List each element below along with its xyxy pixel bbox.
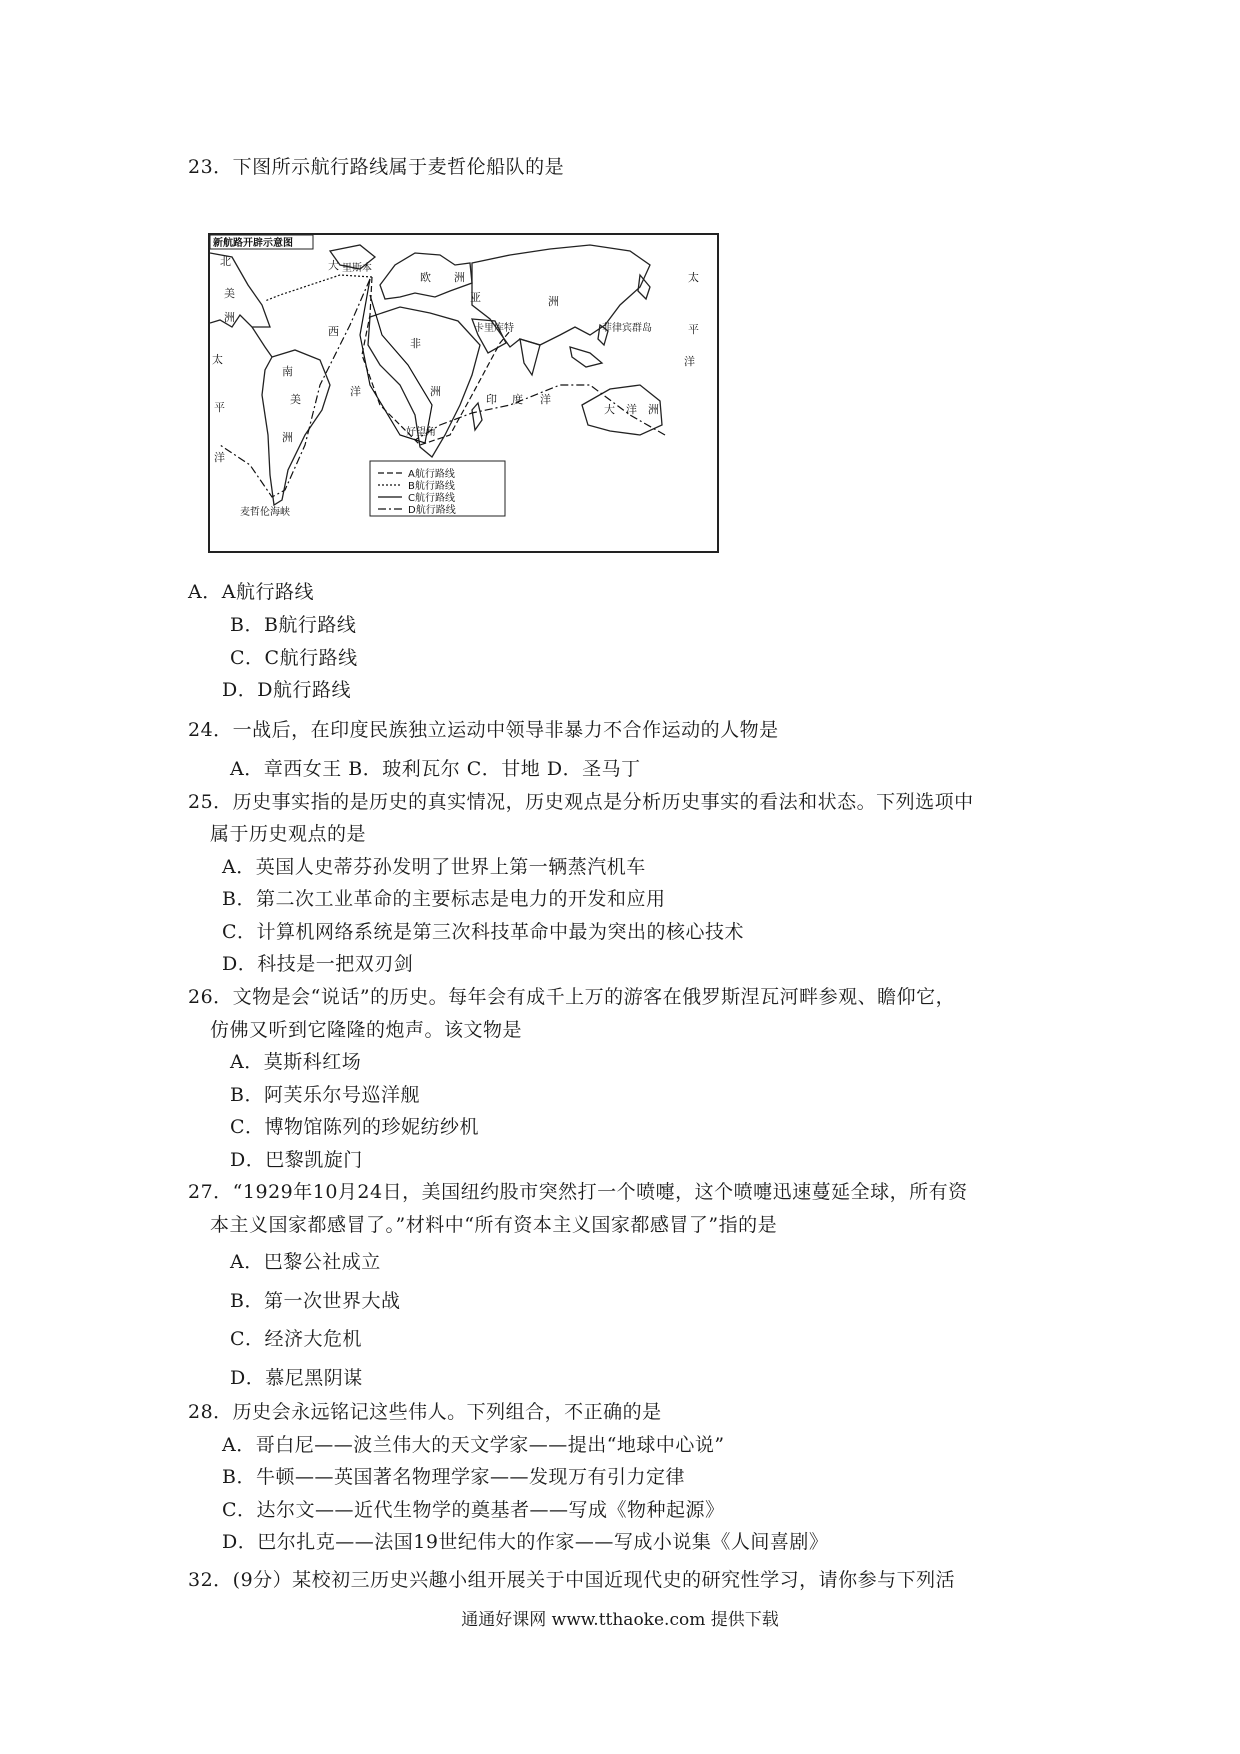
route-a <box>362 277 510 445</box>
label-cape: 好望角 <box>406 427 436 438</box>
legend-a: A航行路线 <box>408 469 455 480</box>
label-zhou-oc: 洲 <box>648 403 659 416</box>
q28-option-a: A．哥白尼——波兰伟大的天文学家——提出“地球中心说” <box>222 1434 725 1456</box>
route-c <box>360 279 432 443</box>
q26-option-a: A．莫斯科红场 <box>230 1051 362 1073</box>
legend-c: C航行路线 <box>408 493 455 504</box>
label-yang-e: 洋 <box>684 355 695 368</box>
q27-option-b: B．第一次世界大战 <box>230 1290 401 1312</box>
q27-stem-line1: 27．“1929年10月24日，美国纽约股市突然打一个喷嚏，这个喷嚏迅速蔓延全球，所有资 <box>188 1181 968 1203</box>
q23-option-c: C．C航行路线 <box>230 647 358 669</box>
label-magellan-strait: 麦哲伦海峡 <box>240 507 290 518</box>
q26-option-b: B．阿芙乐尔号巡洋舰 <box>230 1084 420 1106</box>
label-yang-in: 洋 <box>540 393 551 406</box>
label-yin: 印 <box>486 393 497 406</box>
q26-option-d: D．巴黎凯旋门 <box>230 1149 363 1171</box>
label-yang-atl: 洋 <box>350 385 361 398</box>
q24-options: A．章西女王 B．玻利瓦尔 C．甘地 D．圣马丁 <box>230 758 641 780</box>
label-zhou-s: 洲 <box>282 431 293 444</box>
q25-option-c: C．计算机网络系统是第三次科技革命中最为突出的核心技术 <box>222 921 745 943</box>
q27-option-a: A．巴黎公社成立 <box>230 1251 381 1273</box>
label-ya: 亚 <box>470 291 481 304</box>
label-tai-e: 太 <box>688 271 699 284</box>
map-title: 新航路开辟示意图 <box>213 238 293 249</box>
q26-stem-line2: 仿佛又听到它隆隆的炮声。该文物是 <box>210 1019 523 1041</box>
legend-b: B航行路线 <box>408 481 455 492</box>
q28-option-d: D．巴尔扎克——法国19世纪伟大的作家——写成小说集《人间喜剧》 <box>222 1531 829 1553</box>
q32-stem: 32．(9分）某校初三历史兴趣小组开展关于中国近现代史的研究性学习，请你参与下列活 <box>188 1569 956 1591</box>
q28-stem: 28．历史会永远铭记这些伟人。下列组合，不正确的是 <box>188 1401 662 1423</box>
label-da: 大 <box>328 259 339 272</box>
q25-option-b: B．第二次工业革命的主要标志是电力的开发和应用 <box>222 888 666 910</box>
map-svg <box>210 235 717 551</box>
label-zhou-as: 洲 <box>548 295 559 308</box>
q25-option-a: A．英国人史蒂芬孙发明了世界上第一辆蒸汽机车 <box>222 856 646 878</box>
legend <box>370 461 505 516</box>
q24-stem: 24．一战后，在印度民族独立运动中领导非暴力不合作运动的人物是 <box>188 719 779 741</box>
label-xi: 西 <box>328 325 339 338</box>
label-zhou-af: 洲 <box>430 385 441 398</box>
new-sea-routes-map <box>208 233 719 553</box>
label-yang-w: 洋 <box>214 451 225 464</box>
q25-option-d: D．科技是一把双刃剑 <box>222 953 414 975</box>
q23-stem: 23．下图所示航行路线属于麦哲伦船队的是 <box>188 156 565 178</box>
q23-option-a: A．A航行路线 <box>188 581 314 603</box>
q23-option-d: D．D航行路线 <box>222 679 351 701</box>
q26-option-c: C．博物馆陈列的珍妮纺纱机 <box>230 1116 480 1138</box>
q25-stem-line1: 25．历史事实指的是历史的真实情况，历史观点是分析历史事实的看法和状态。下列选项中 <box>188 791 974 813</box>
legend-d: D航行路线 <box>408 505 456 516</box>
route-b <box>265 275 372 301</box>
label-zhou-eu: 洲 <box>454 271 465 284</box>
label-ou: 欧 <box>420 271 431 284</box>
label-da-oc: 大 <box>604 403 615 416</box>
q27-stem-line2: 本主义国家都感冒了。”材料中“所有资本主义国家都感冒了”指的是 <box>210 1214 778 1236</box>
label-philippines: 菲律宾群岛 <box>602 323 652 334</box>
q25-stem-line2: 属于历史观点的是 <box>210 823 367 845</box>
label-yang-oc: 洋 <box>626 403 637 416</box>
label-america-n: 美 <box>224 287 235 300</box>
label-fei: 非 <box>410 337 421 350</box>
page-footer: 通通好课网 www.tthaoke.com 提供下载 <box>461 1610 779 1630</box>
label-mei-s: 美 <box>290 393 301 406</box>
label-ping-e: 平 <box>688 323 699 336</box>
label-lisbon: 里斯本 <box>342 263 372 274</box>
label-du: 度 <box>512 393 523 406</box>
q27-option-c: C．经济大危机 <box>230 1328 363 1350</box>
label-ping-w: 平 <box>214 401 225 414</box>
label-calicut: 卡里库特 <box>474 323 514 334</box>
q23-option-b: B．B航行路线 <box>230 614 357 636</box>
label-nan: 南 <box>282 365 293 378</box>
label-north: 北 <box>220 255 231 268</box>
q27-option-d: D．慕尼黑阴谋 <box>230 1367 363 1389</box>
q26-stem-line1: 26．文物是会“说话”的历史。每年会有成千上万的游客在俄罗斯涅瓦河畔参观、瞻仰它， <box>188 986 956 1008</box>
label-zhou1: 洲 <box>224 311 235 324</box>
label-tai-w: 太 <box>212 353 223 366</box>
q28-option-c: C．达尔文——近代生物学的奠基者——写成《物种起源》 <box>222 1499 725 1521</box>
q28-option-b: B．牛顿——英国著名物理学家——发现万有引力定律 <box>222 1466 685 1488</box>
